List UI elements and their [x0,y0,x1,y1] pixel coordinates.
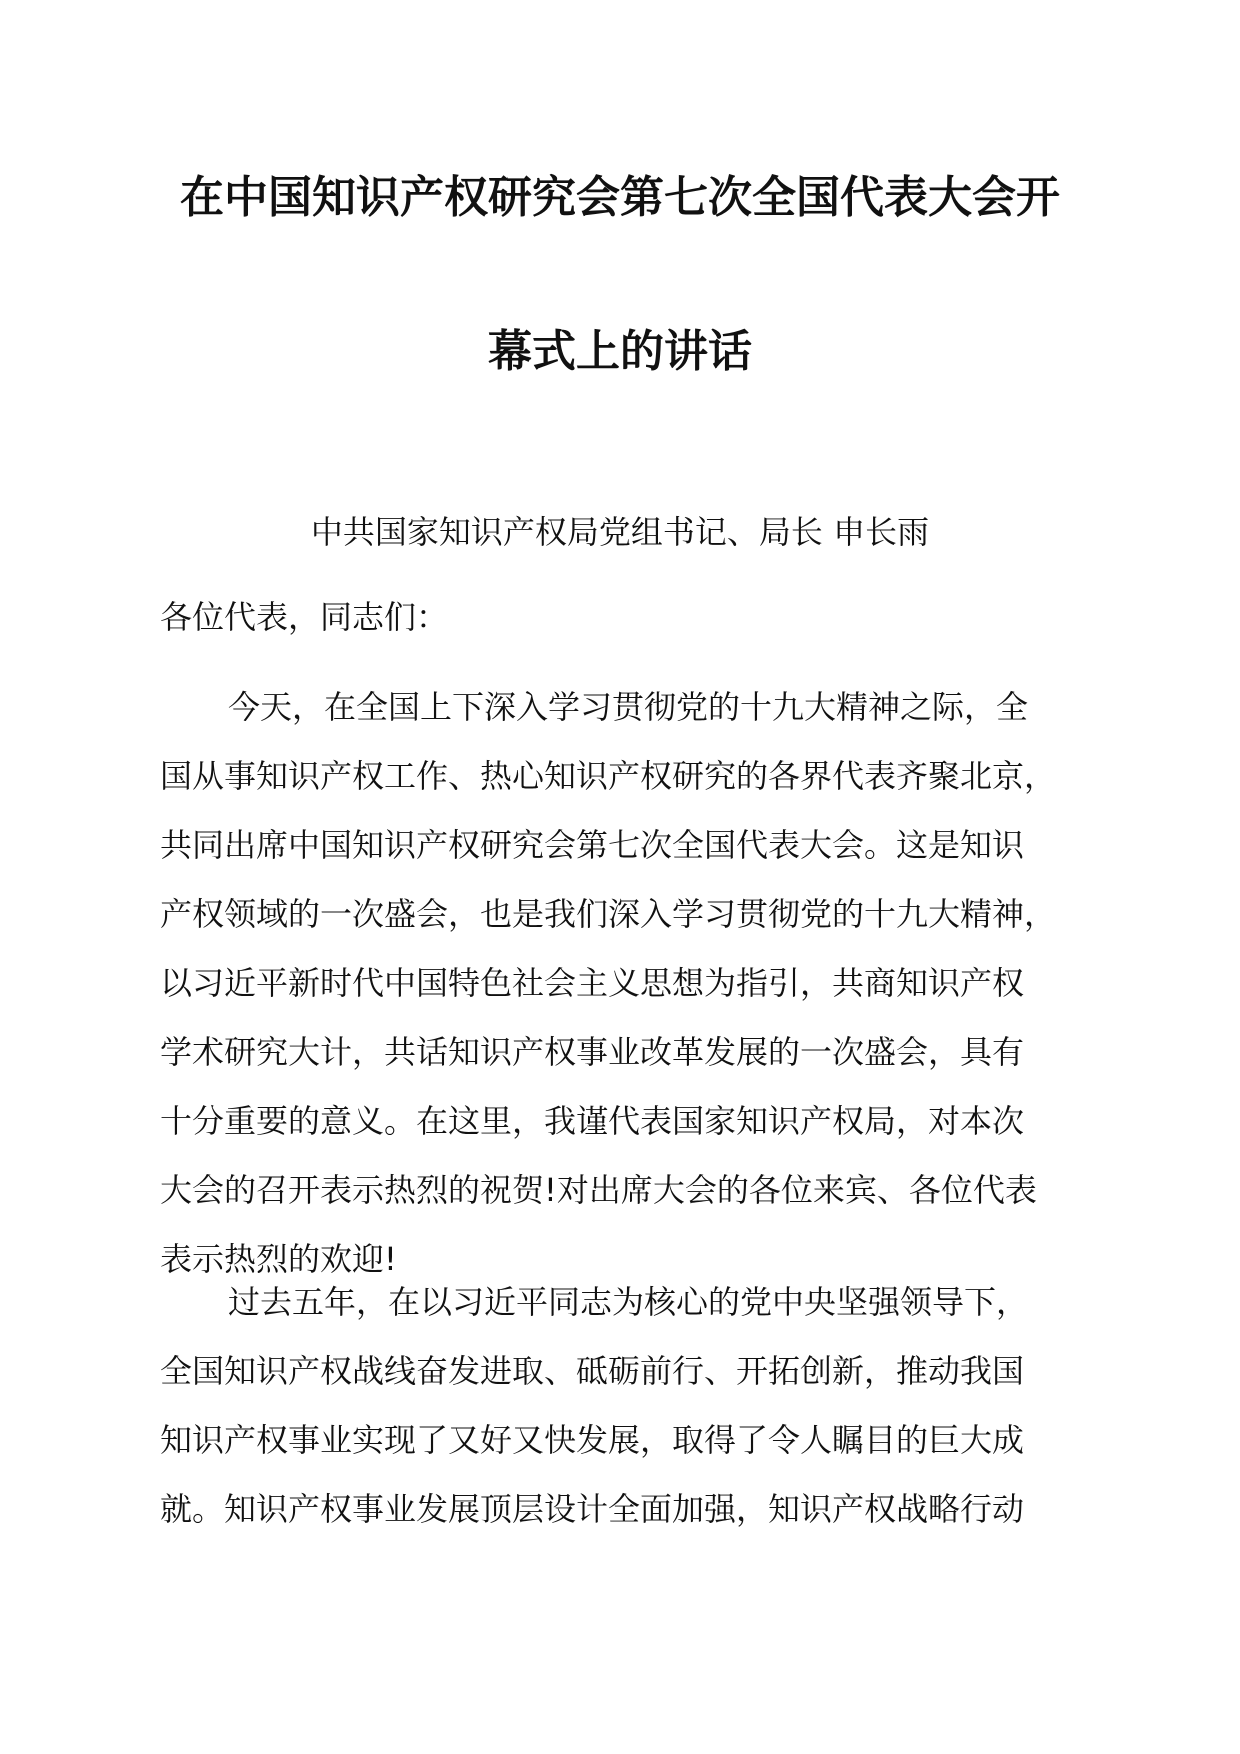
paragraph-line: 全国知识产权战线奋发进取、砥砺前行、开拓创新，推动我国 [160,1352,1025,1390]
paragraph-line: 共同出席中国知识产权研究会第七次全国代表大会。这是知识 [160,826,1025,864]
paragraph-line: 知识产权事业实现了又好又快发展，取得了令人瞩目的巨大成 [160,1421,1025,1459]
paragraph-line: 过去五年，在以习近平同志为核心的党中央坚强领导下， [228,1283,1029,1321]
author-byline: 中共国家知识产权局党组书记、局长 申长雨 [310,513,930,551]
paragraph-line: 表示热烈的欢迎! [160,1240,397,1278]
paragraph-line: 大会的召开表示热烈的祝贺!对出席大会的各位来宾、各位代表 [160,1171,1037,1209]
paragraph-line: 产权领域的一次盛会，也是我们深入学习贯彻党的十九大精神， [160,895,1057,933]
paragraph-line: 就。知识产权事业发展顶层设计全面加强，知识产权战略行动 [160,1490,1025,1528]
paragraph-line: 十分重要的意义。在这里，我谨代表国家知识产权局，对本次 [160,1102,1025,1140]
document-title-line-1: 在中国知识产权研究会第七次全国代表大会开 [180,172,1060,223]
paragraph-line: 今天，在全国上下深入学习贯彻党的十九大精神之际，全 [228,688,1029,726]
paragraph-line: 以习近平新时代中国特色社会主义思想为指引，共商知识产权 [160,964,1025,1002]
paragraph-line: 学术研究大计，共话知识产权事业改革发展的一次盛会，具有 [160,1033,1025,1071]
paragraph-line: 国从事知识产权工作、热心知识产权研究的各界代表齐聚北京， [160,757,1057,795]
greeting: 各位代表，同志们： [160,598,449,636]
paragraph-2 [160,1280,1080,1556]
document-title-line-2: 幕式上的讲话 [488,326,752,377]
paragraph-1 [160,685,1080,1306]
